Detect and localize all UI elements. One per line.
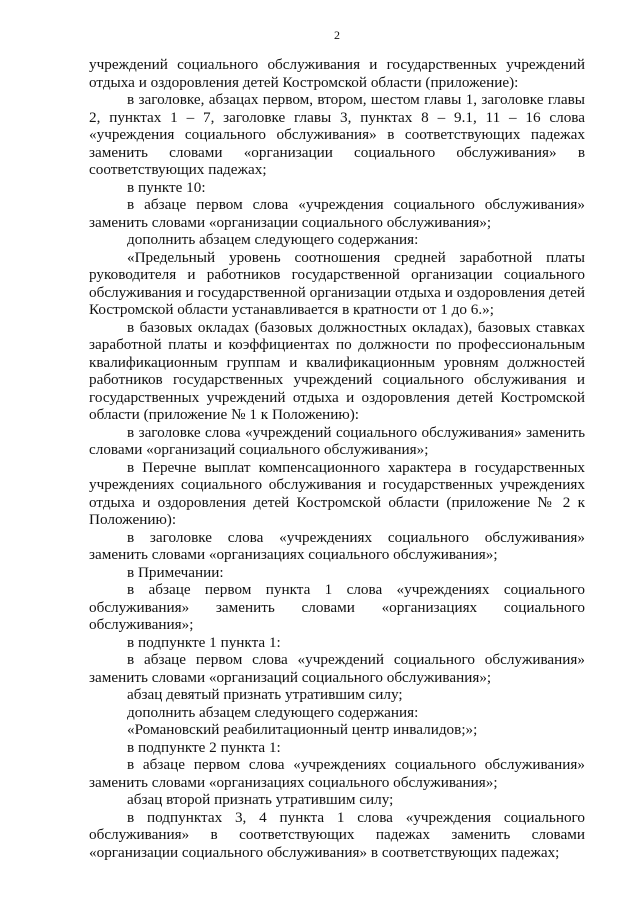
paragraph: абзац девятый признать утратившим силу; (127, 686, 403, 703)
paragraph: в абзаце первом пункта 1 слова «учреждениях социального обслуживания» заменить словами «организациях социального обслуживания»; (89, 581, 585, 633)
paragraph: в абзаце первом слова «учреждения социального обслуживания» заменить словами «организации социального обслуживания»; (89, 196, 585, 231)
paragraph: в абзаце первом слова «учреждениях социального обслуживания» заменить словами «организациях социального обслуживания»; (89, 756, 585, 791)
paragraph: в подпункте 2 пункта 1: (127, 738, 281, 756)
document-body (89, 56, 585, 861)
paragraph: дополнить абзацем следующего содержания: (127, 231, 419, 248)
paragraph: в Перечне выплат компенсационного характера в государственных учреждениях социального обслуживания и государственных учреждениях отдыха и оздоровления детей Костромской области (приложение № 2 к Положению): (89, 458, 585, 528)
document-page (89, 28, 585, 861)
paragraph: «Предельный уровень соотношения средней заработной платы руководителя и работников государственной организации социального обслуживания и государственной организации отдыха и оздоровления детей Костромской области устанавливается в кратности от 1 до 6.»; (89, 248, 585, 318)
paragraph: в базовых окладах (базовых должностных окладах), базовых ставках заработной платы и коэффициентах по должности по профессиональным квалификационным группам и квалификационным уровням должностей работников государственных учреждений социального обслуживания и государственных учреждений отдыха и оздоровления детей Костромской области (приложение № 1 к Положению): (89, 318, 585, 423)
paragraph: абзац второй признать утратившим силу; (127, 791, 394, 808)
paragraph: в пункте 10: (127, 178, 206, 196)
paragraph: в заголовке, абзацах первом, втором, шестом главы 1, заголовке главы 2, пунктах 1 – 7, заголовке главы 3, пунктах 8 – 9.1, 11 – 16 слова «учреждения социального обслуживания» в соответствующих падежах заменить словами «организации социального обслуживания» в соответствующих падежах; (89, 91, 585, 178)
paragraph: дополнить абзацем следующего содержания: (127, 703, 419, 721)
paragraph: в заголовке слова «учреждений социального обслуживания» заменить словами «организаций социального обслуживания»; (89, 423, 585, 458)
paragraph: в Примечании: (127, 563, 224, 581)
paragraph: в подпункте 1 пункта 1: (127, 633, 281, 651)
page-number: 2 (334, 28, 340, 42)
paragraph: учреждений социального обслуживания и государственных учреждений отдыха и оздоровления детей Костромской области (приложение): (89, 56, 585, 91)
paragraph: в подпунктах 3, 4 пункта 1 слова «учреждения социального обслуживания» в соответствующих падежах заменить словами «организации социального обслуживания» в соответствующих падежах; (89, 808, 585, 861)
paragraph: в абзаце первом слова «учреждений социального обслуживания» заменить словами «организаций социального обслуживания»; (89, 651, 585, 686)
paragraph: в заголовке слова «учреждениях социального обслуживания» заменить словами «организациях социального обслуживания»; (89, 528, 585, 563)
paragraph: «Романовский реабилитационный центр инвалидов;»; (127, 721, 478, 738)
